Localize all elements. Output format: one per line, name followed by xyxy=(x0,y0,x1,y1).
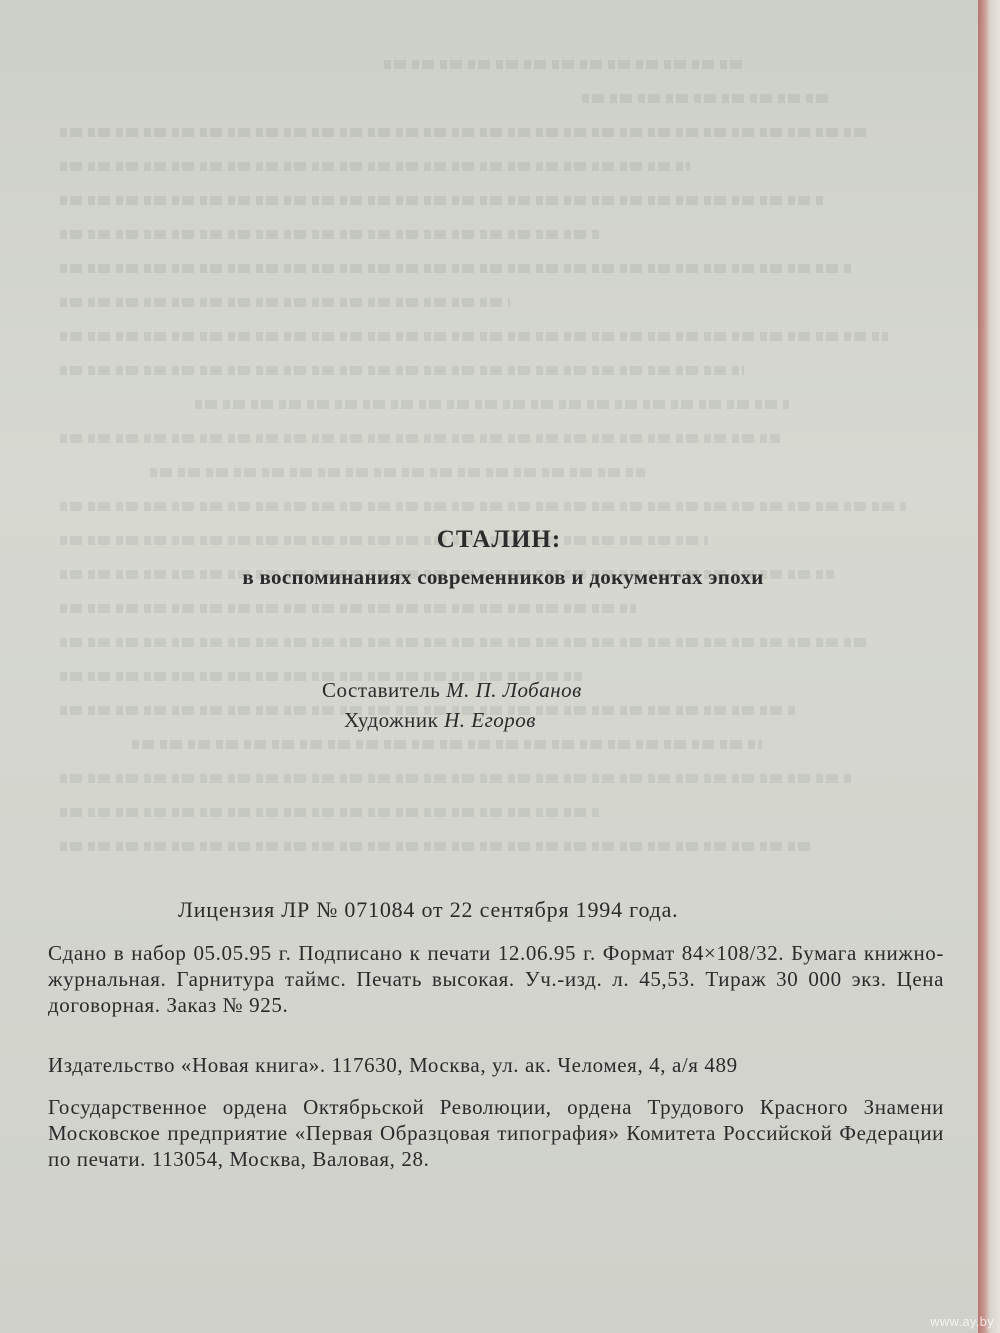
book-title: СТАЛИН: xyxy=(436,526,562,553)
artist-credit xyxy=(344,708,536,733)
publisher-info: Издательство «Новая книга». 117630, Москва, ул. ак. Челомея, 4, а/я 489 xyxy=(48,1053,738,1077)
license-line: Лицензия ЛР № 071084 от 22 сентября 1994 года. xyxy=(178,897,679,922)
compiler-label: Составитель xyxy=(322,678,441,702)
print-details: Сдано в набор 05.05.95 г. Подписано к печати 12.06.95 г. Формат 84×108/32. Бумага книжно-журнальная. Гарнитура таймс. Печать высокая. Уч.-изд. л. 45,53. Тираж 30 000 экз. Цена договорная. Заказ № 925. xyxy=(48,941,944,1017)
book-subtitle: в воспоминаниях современников и документах эпохи xyxy=(242,565,764,589)
compiler-name: М. П. Лобанов xyxy=(446,678,582,702)
compiler-credit xyxy=(322,678,582,703)
artist-label: Художник xyxy=(344,708,439,732)
book-cover-edge xyxy=(978,0,1000,1333)
artist-name: Н. Егоров xyxy=(444,708,536,732)
printer-info: Государственное ордена Октябрьской Революции, ордена Трудового Красного Знамени Московское предприятие «Первая Образцовая типография» Комитета Российской Федерации по печати. 113054, Москва, Валовая, 28. xyxy=(48,1095,944,1171)
site-watermark: www.ay.by xyxy=(930,1314,994,1329)
bleed-through-text xyxy=(60,60,960,880)
